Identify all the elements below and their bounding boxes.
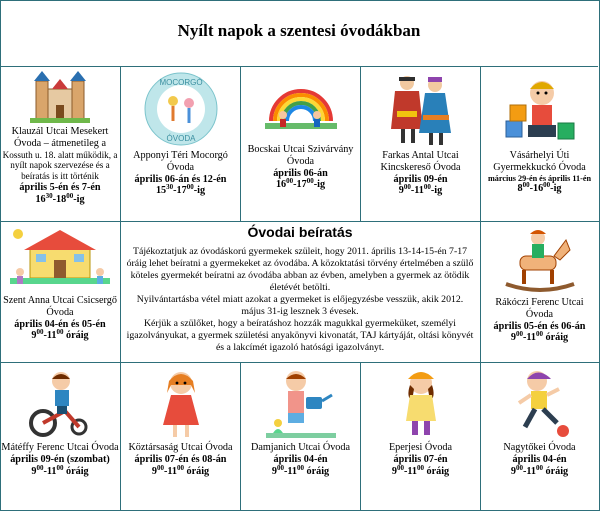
kindergarten-name: Eperjesi Óvoda: [388, 442, 453, 453]
tricycle-child-icon: [27, 367, 93, 439]
open-day-time: $9^{00}-11^{00}$ óráig: [510, 463, 569, 477]
logo-text-bottom: ÓVODA: [166, 134, 195, 143]
enrollment-heading: Óvodai beíratás: [247, 224, 353, 240]
enrollment-notice: [121, 222, 479, 362]
kindergarten-card-farkas-antal: [361, 67, 480, 221]
kindergarten-name: Szent Anna Utcai Csicsergő Óvoda: [3, 295, 117, 318]
open-day-time: $15^{30}-17^{00}-ig$: [155, 183, 206, 197]
kindergarten-card-nagytokei: [481, 363, 598, 510]
watering-child-icon: [266, 367, 336, 439]
folk-dancers-icon: [387, 71, 455, 147]
kindergarten-name: Apponyi Téri Mocorgó Óvoda: [133, 150, 228, 173]
open-day-time: $9^{00}-11^{00}-ig$: [398, 183, 443, 197]
open-day-date: április 04-én: [512, 453, 567, 465]
open-day-time: $8^{00}-16^{00}-ig$: [517, 181, 562, 195]
kindergarten-card-bocskai: [241, 67, 360, 221]
kindergarten-name: Mátéffy Ferenc Utcai Óvoda: [1, 442, 119, 453]
girl-with-cap-icon: [396, 367, 446, 439]
castle-icon: [30, 71, 90, 123]
open-day-date: április 07-én és 08-án: [134, 453, 227, 465]
open-day-time: $16^{00}-17^{00}-ig$: [275, 177, 326, 191]
open-day-date: április 04-én: [273, 453, 328, 465]
open-day-time: $9^{00}-11^{00}$ óráig: [510, 330, 569, 344]
open-day-time: $9^{00}-11^{00}$ óráig: [31, 463, 89, 477]
kindergarten-name: Vásárhelyi Úti Gyermekkuckó Óvoda: [493, 150, 586, 173]
page-title: Nyílt napok a szentesi óvodákban: [0, 0, 598, 67]
open-day-date: április 06-án és 12-én: [134, 173, 227, 185]
kindergarten-name: Bocskai Utcai Szivárvány Óvoda: [247, 144, 354, 167]
kindergarten-card-klauzal: [0, 67, 120, 221]
kindergarten-card-rakoczi: [481, 222, 598, 362]
enrollment-paragraph: Tájékoztatjuk az óvodáskorú gyermekek szüleit, hogy 2011. április 13-14-15-én 7-17 óráig lehet beíratni a gyermekeket az óvodába. A közoktatási törvény értelmében a szülő köteles gyermekét beíratni az óvodába abban az évben, amelyben a gyermek az ötödik életévét betölti.: [126, 246, 474, 293]
kindergarten-card-damjanich: [241, 363, 360, 510]
kindergarten-card-vasarhelyi: [481, 67, 598, 221]
kindergarten-name: Klauzál Utcai Mesekert Óvoda – átmenetileg a: [11, 126, 109, 149]
open-day-date: április 05-én és 06-án: [493, 320, 586, 332]
open-day-date: április 09-én (szombat): [10, 453, 110, 465]
rainbow-icon: [263, 71, 339, 141]
kindergarten-card-eperjesi: [361, 363, 480, 510]
enrollment-paragraph: Kérjük a szülőket, hogy a beíratáshoz hozzák magukkal gyermeküket, személyi igazolványukat, a gyermek születési anyakönyvi kivonatát, TAJ kártyáját, oltási könyvét és a lakcímét igazoló hatósági igazolványt.: [126, 317, 474, 353]
kindergarten-card-koztarsasag: [121, 363, 240, 510]
open-day-time: $16^{30}-18^{00}-ig$: [35, 191, 85, 205]
open-day-time: $9^{00}-11^{00}$ óráig: [151, 463, 210, 477]
open-day-date: április 5-én és 7-én: [19, 181, 101, 193]
kindergarten-name: Farkas Antal Utcai Kincskereső Óvoda: [380, 150, 461, 173]
open-day-date: április 06-án: [273, 167, 328, 179]
kindergarten-building-icon: [10, 226, 110, 292]
rocking-horse-icon: [500, 226, 580, 294]
mocorgo-logo-icon: [143, 71, 219, 147]
open-day-time: $9^{00}-11^{00}$ óráig: [31, 328, 89, 342]
open-day-date: március 29-én és április 11-én: [487, 173, 592, 183]
enrollment-body: [121, 246, 479, 353]
kindergarten-name: Nagytőkei Óvoda: [503, 442, 576, 453]
child-with-blocks-icon: [504, 71, 576, 147]
kindergarten-card-szent-anna: [0, 222, 120, 362]
open-day-time: $9^{00}-11^{00}$ óráig: [391, 463, 450, 477]
kindergarten-name: Köztársaság Utcai Óvoda: [128, 442, 233, 453]
open-day-date: április 04-én és 05-én: [14, 318, 106, 330]
open-day-date: április 07-én: [393, 453, 448, 465]
kindergarten-card-apponyi: [121, 67, 240, 221]
running-boy-icon: [507, 367, 573, 439]
kindergarten-card-mateffy: [0, 363, 120, 510]
logo-text-top: MOCORGÓ: [158, 78, 203, 87]
kindergarten-note: Kossuth u. 18. alatt működik, a nyílt napok szervezése és a beíratás is itt történik: [2, 149, 118, 181]
enrollment-paragraph: Nyilvántartásba vétel miatt azokat a gyermeket is előjegyzésbe vesszük, akik 2012. május 31-ig lesznek 3 évesek.: [136, 293, 464, 317]
open-day-date: április 09-én: [393, 173, 448, 185]
open-day-time: $9^{00}-11^{00}$ óráig: [271, 463, 330, 477]
kindergarten-name: Rákóczi Ferenc Utcai Óvoda: [495, 297, 584, 320]
girl-icon: [155, 367, 207, 439]
kindergarten-name: Damjanich Utcai Óvoda: [250, 442, 350, 453]
